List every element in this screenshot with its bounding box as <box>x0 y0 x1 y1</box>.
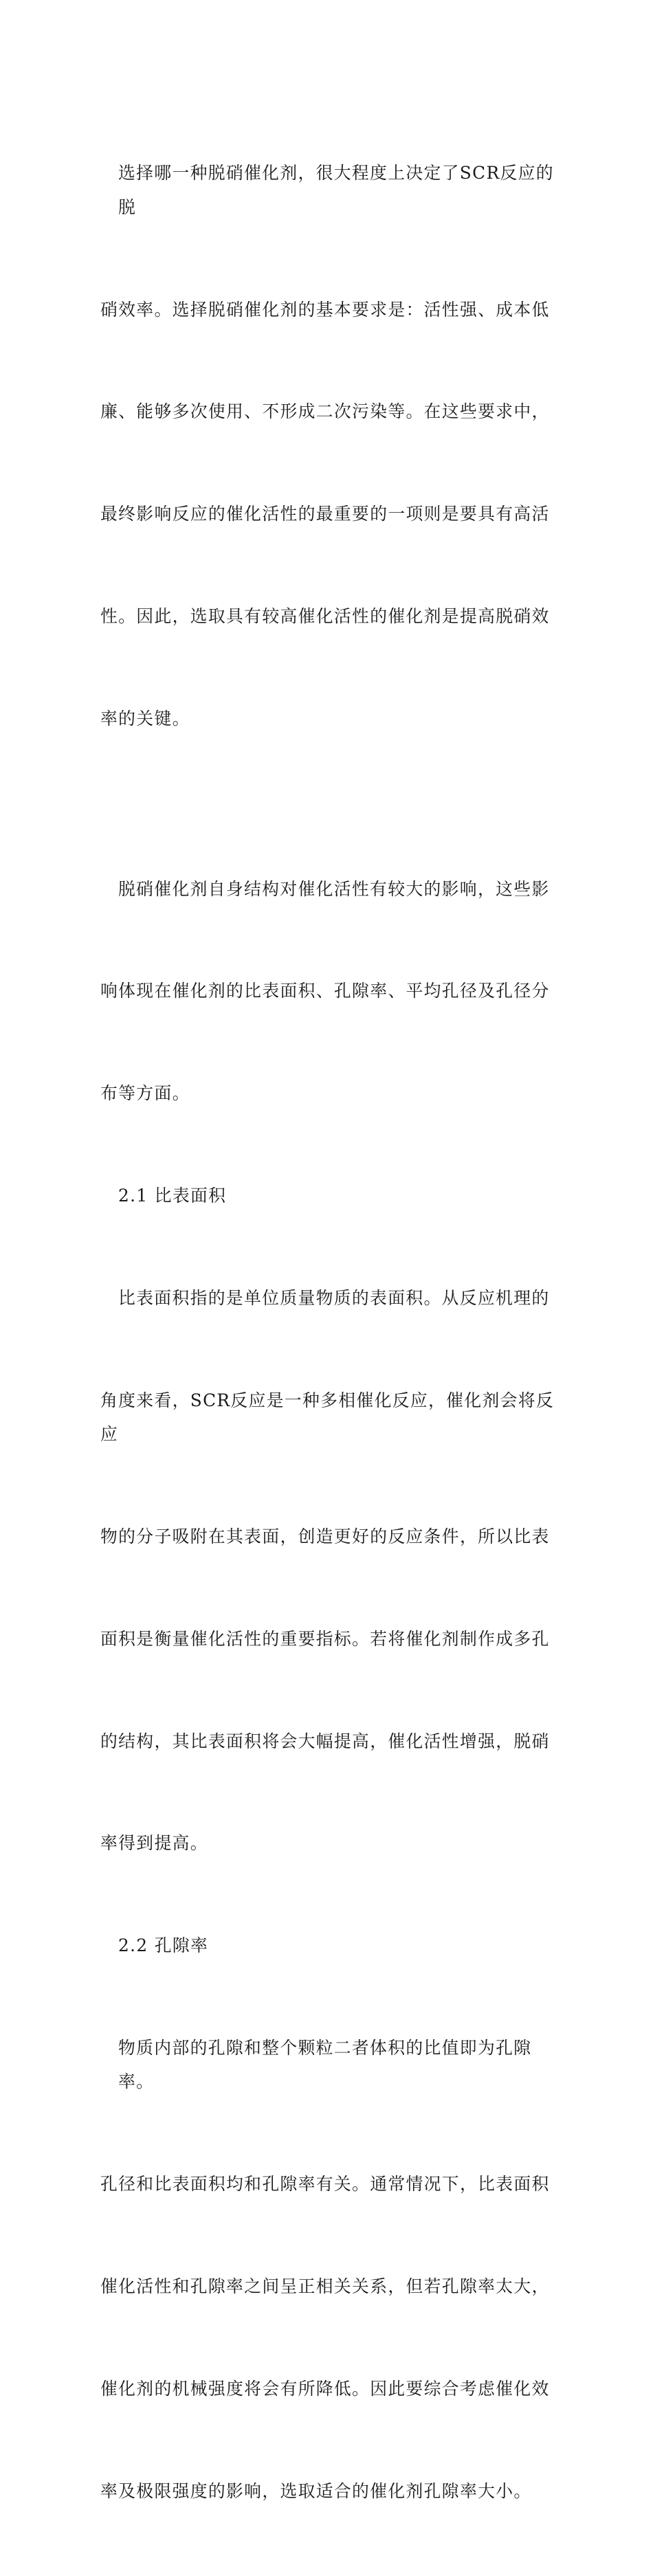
paragraph-porosity <box>100 1963 557 2576</box>
document-body <box>100 88 557 2576</box>
paragraph-catalyst-structure <box>100 803 557 1179</box>
text-line: 率的关键。 <box>100 708 190 729</box>
text-line: 性。因此，选取具有较高催化活性的催化剂是提高脱硝效 <box>100 606 550 626</box>
text-line: 选择哪一种脱硝催化剂，很大程度上决定了SCR反应的脱 <box>118 163 554 217</box>
text-line: 物质内部的孔隙和整个颗粒二者体积的比值即为孔隙率。 <box>118 2037 532 2092</box>
text-line: 的结构，其比表面积将会大幅提高，催化活性增强，脱硝 <box>100 1731 550 1751</box>
paragraph-catalyst-selection <box>100 88 557 803</box>
text-line: 率得到提高。 <box>100 1833 208 1854</box>
text-line: 角度来看，SCR反应是一种多相催化反应，催化剂会将反应 <box>100 1390 555 1445</box>
text-line: 布等方面。 <box>100 1083 190 1104</box>
text-line: 廉、能够多次使用、不形成二次污染等。在这些要求中， <box>100 401 550 422</box>
text-line: 脱硝催化剂自身结构对催化活性有较大的影响，这些影 <box>118 878 550 899</box>
text-line: 物的分子吸附在其表面，创造更好的反应条件，所以比表 <box>100 1526 550 1546</box>
section-heading-porosity: 2.2 孔隙率 <box>118 1935 209 1956</box>
section-heading-specific-surface-area: 2.1 比表面积 <box>118 1186 227 1206</box>
text-line: 催化剂的机械强度将会有所降低。因此要综合考虑催化效 <box>100 2378 550 2399</box>
text-line: 面积是衡量催化活性的重要指标。若将催化剂制作成多孔 <box>100 1628 550 1649</box>
text-line: 比表面积指的是单位质量物质的表面积。从反应机理的 <box>118 1287 550 1308</box>
text-line: 催化活性和孔隙率之间呈正相关关系，但若孔隙率太大， <box>100 2276 550 2296</box>
text-line: 率及极限强度的影响，选取适合的催化剂孔隙率大小。 <box>100 2480 532 2501</box>
text-line: 响体现在催化剂的比表面积、孔隙率、平均孔径及孔径分 <box>100 981 550 1001</box>
text-line: 孔径和比表面积均和孔隙率有关。通常情况下，比表面积 <box>100 2174 550 2195</box>
text-line: 硝效率。选择脱硝催化剂的基本要求是：活性强、成本低 <box>100 299 550 320</box>
paragraph-specific-surface-area <box>100 1213 557 1929</box>
text-line: 最终影响反应的催化活性的最重要的一项则是要具有高活 <box>100 504 550 524</box>
